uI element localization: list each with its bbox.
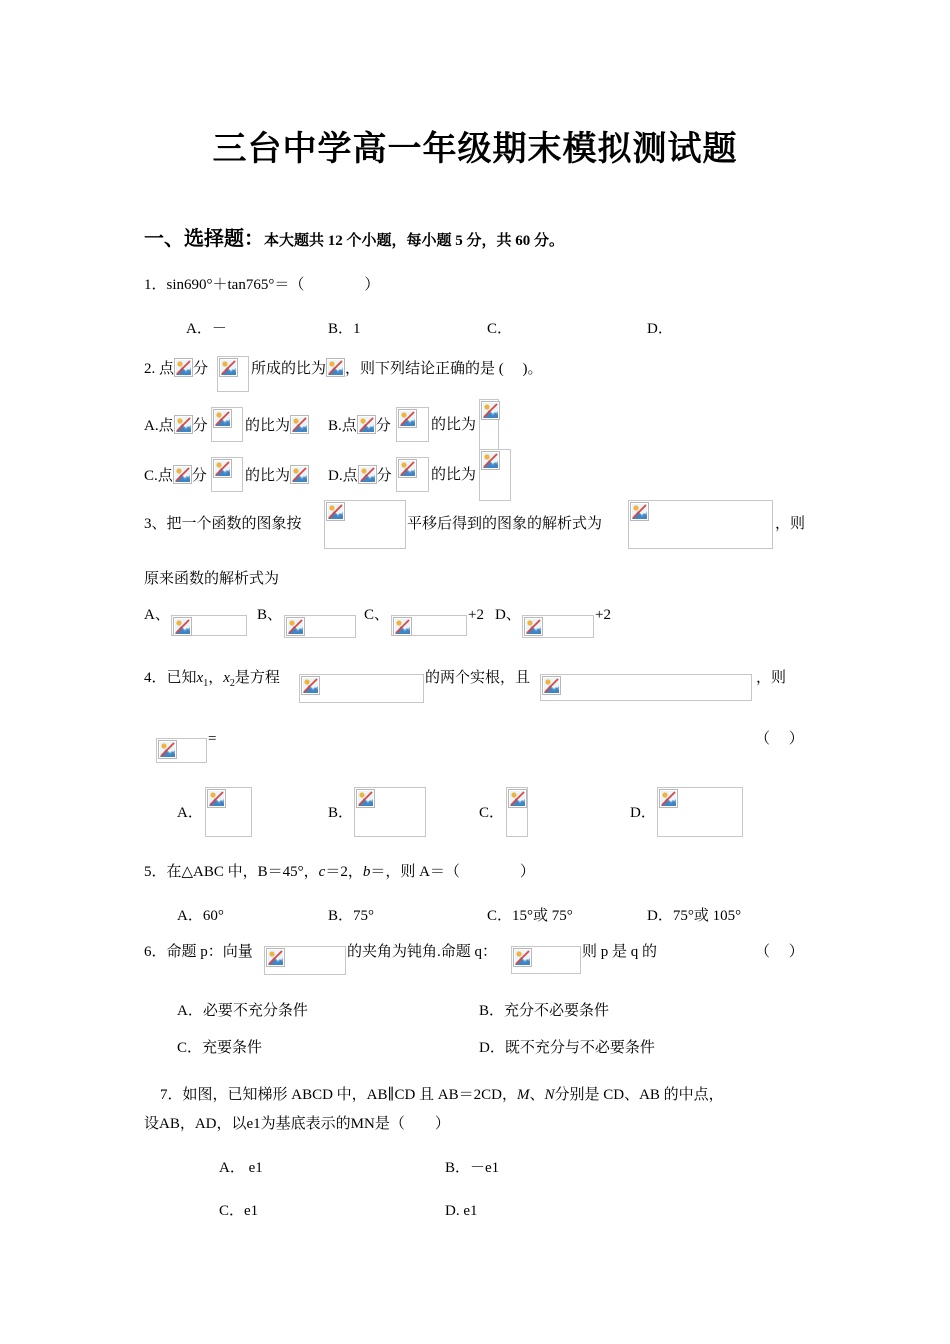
q1-option-c: C． [487,321,513,337]
broken-image-icon [357,415,376,434]
q2-text-4: ，则下列结论正确的是 ( )。 [345,361,543,377]
broken-image-icon [481,451,500,470]
q7-option-a: A． e1 [219,1160,263,1176]
q2-b-text-3: 的比为 [431,417,477,433]
q2-b-text-1: B.点 [328,418,357,434]
q7-text-1: 7．如图，已知梯形 ABCD 中，AB∥CD 且 AB＝2CD， [160,1087,517,1103]
q3-text-2: 平移后得到的图象的解析式为 [407,516,603,532]
q3-option-b-label: B、 [257,607,283,623]
q3-option-a-label: A、 [144,607,170,623]
formula-image [396,407,429,442]
q4-text-1b: 是方程 [234,670,280,686]
q6-option-d: D．既不充分与不必要条件 [479,1040,655,1056]
formula-image [391,615,467,636]
formula-image [284,615,356,638]
q2-text-1: 2. 点 [144,361,175,377]
broken-image-icon [207,789,226,808]
broken-image-icon [398,409,417,428]
formula-image [299,674,424,703]
q2-text-3: 所成的比为 [251,361,327,377]
section-instructions: 本大题共 12 个小题，每小题 5 分，共 60 分。 [264,233,565,249]
broken-image-icon [266,948,285,967]
q1-option-b: B．1 [328,321,361,337]
formula-image [264,946,346,975]
q4-equals: = [208,731,217,747]
broken-image-icon [481,401,500,420]
broken-image-icon [358,465,377,484]
q3-option-c-label: C、 [364,607,390,623]
broken-image-icon [174,415,193,434]
q5-option-b: B．75° [328,908,375,924]
q3-option-d-label: D、 [495,607,521,623]
formula-image [324,500,406,549]
broken-image-icon [173,465,192,484]
q4-option-b-label: B． [328,805,354,821]
q2-a-text-1: A.点 [144,418,174,434]
broken-image-icon [326,502,345,521]
formula-image [211,407,243,442]
q6-text-1: 6．命题 p：向量 [144,944,253,960]
broken-image-icon [174,358,193,377]
formula-image [171,615,247,636]
q6-answer-paren: （ ） [755,944,804,960]
q5-text-3: ＝，则 A＝（ ） [370,864,535,880]
formula-image [354,787,426,837]
formula-image [156,738,207,763]
var-x2: x [223,670,230,686]
broken-image-icon [356,789,375,808]
q4-text-1 [144,668,280,694]
q3-option-c-tail: +2 [468,607,484,623]
q2-option-a [144,415,208,436]
q2-option-c-cont [245,465,309,486]
q3-text-1: 3、把一个函数的图象按 [144,516,302,532]
formula-image [522,615,594,638]
q7-option-d: D. e1 [445,1203,478,1219]
q2-text-2: 分 [193,361,209,377]
broken-image-icon [542,676,561,695]
q6-text-2: 的夹角为钝角.命题 q： [347,944,498,960]
broken-image-icon [286,617,305,636]
q5-option-d: D．75°或 105° [647,908,742,924]
q2-option-a-cont [245,415,309,436]
q6-text-3: 则 p 是 q 的 [582,944,658,960]
q2-a-text-2: 分 [192,418,208,434]
formula-image [479,399,499,451]
formula-image [396,457,429,492]
broken-image-icon [513,948,532,967]
var-c: c [318,864,326,880]
q2-d-text-3: 的比为 [431,467,477,483]
page-title: 三台中学高一年级期末模拟测试题 [212,131,738,168]
formula-image [205,787,252,837]
q5-text-2: ＝2， [325,864,363,880]
q6-option-c: C．充要条件 [177,1040,263,1056]
q5-option-c: C．15°或 75° [487,908,573,924]
q7-option-b: B．－e1 [445,1160,500,1176]
question-2-stem-cont [251,358,543,379]
section-heading [144,226,564,254]
q2-c-text-3: 的比为 [245,468,291,484]
q1-option-d: D． [647,321,673,337]
subscript-2: 2 [229,678,235,689]
broken-image-icon [158,740,177,759]
formula-image [540,674,752,701]
q6-option-b: B．充分不必要条件 [479,1003,610,1019]
q3-text-3: ，则 [775,516,806,532]
broken-image-icon [213,459,232,478]
var-m: M [516,1087,530,1103]
var-b: b [362,864,371,880]
broken-image-icon [213,409,232,428]
question-7-stem [160,1085,724,1105]
broken-image-icon [219,358,238,377]
question-1-stem: 1．sin690°＋tan765°＝（ ） [144,277,380,293]
formula-image [217,356,249,392]
q6-option-a: A．必要不充分条件 [177,1003,308,1019]
q2-option-d [328,465,392,486]
broken-image-icon [326,358,345,377]
q5-text-1: 5．在△ABC 中，B＝45°， [144,864,319,880]
q7-option-c: C．e1 [219,1203,259,1219]
q2-option-c [144,465,207,486]
q4-text-1a: 4．已知 [144,670,197,686]
q7-text-2: 分别是 CD、AB 的中点， [554,1087,724,1103]
formula-image [657,787,743,837]
formula-image [511,946,581,974]
q2-c-text-1: C.点 [144,468,173,484]
formula-image [628,500,773,549]
broken-image-icon [524,617,543,636]
q4-text-3: ，则 [756,670,787,686]
comma: ， [208,670,224,686]
q4-text-2: 的两个实根，且 [425,670,531,686]
question-5-stem [144,862,535,882]
q2-d-text-1: D.点 [328,468,358,484]
q4-option-a-label: A． [177,805,203,821]
q2-option-b [328,415,391,436]
broken-image-icon [508,789,527,808]
section-title: 一、选择题： [144,228,264,250]
broken-image-icon [398,459,417,478]
q2-b-text-2: 分 [375,418,391,434]
broken-image-icon [659,789,678,808]
var-n: N [544,1087,555,1103]
q4-option-d-label: D． [630,805,656,821]
question-2-stem [144,358,208,379]
broken-image-icon [173,617,192,636]
q5-option-a: A．60° [177,908,224,924]
formula-image [211,457,243,492]
q1-option-a: A．－ [186,321,227,337]
q2-c-text-2: 分 [191,468,207,484]
q4-answer-paren: （ ） [755,731,804,747]
broken-image-icon [301,676,320,695]
q4-option-c-label: C． [479,805,505,821]
broken-image-icon [290,415,309,434]
q2-d-text-2: 分 [376,468,392,484]
q7-separator: 、 [529,1087,545,1103]
var-x1: x [196,670,204,686]
formula-image [479,449,511,501]
broken-image-icon [290,465,309,484]
broken-image-icon [630,502,649,521]
q2-a-text-3: 的比为 [245,418,291,434]
broken-image-icon [393,617,412,636]
formula-image [506,787,528,837]
q3-option-d-tail: +2 [595,607,611,623]
q7-line-2: 设AB，AD，以e1为基底表示的MN是（ ） [144,1116,450,1132]
subscript-1: 1 [203,678,209,689]
q3-line-2: 原来函数的解析式为 [144,571,280,587]
